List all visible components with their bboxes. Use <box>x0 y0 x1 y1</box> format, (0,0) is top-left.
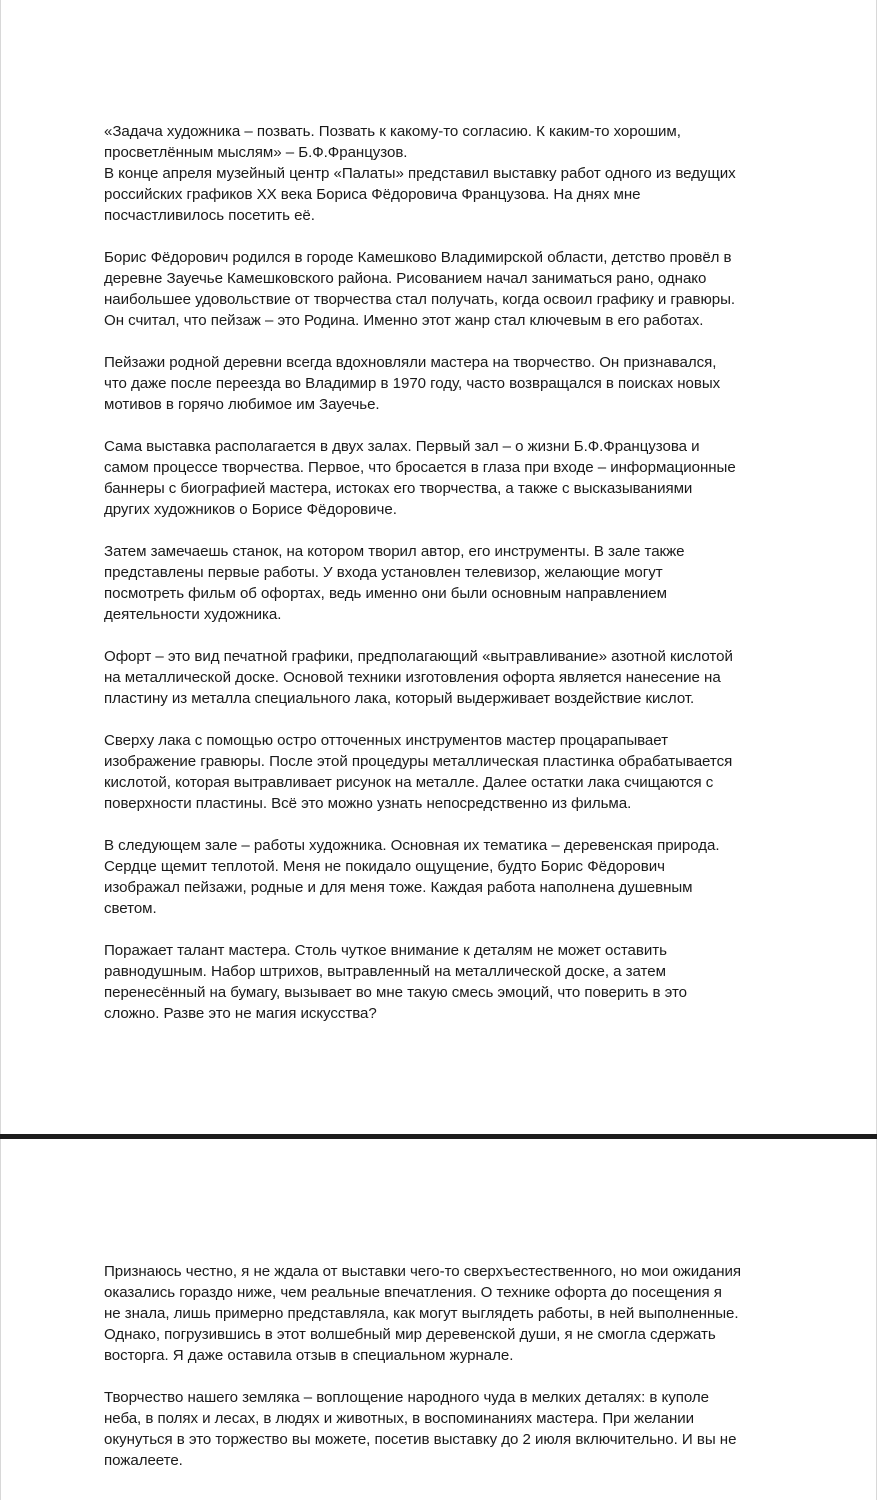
text-line: Сверху лака с помощью остро отточенных инструментов мастер процарапывает <box>104 732 668 749</box>
text-line: деятельности художника. <box>104 606 282 623</box>
page-2-body <box>104 1261 784 1471</box>
text-line: оказались гораздо ниже, чем реальные впечатления. О технике офорта до посещения я <box>104 1284 722 1301</box>
paragraph-etching-process <box>104 730 784 814</box>
text-line: Пейзажи родной деревни всегда вдохновляли мастера на творчество. Он признавался, <box>104 354 717 371</box>
text-line: Затем замечаешь станок, на котором творил автор, его инструменты. В зале также <box>104 543 685 560</box>
text-line: светом. <box>104 900 157 917</box>
text-line: Сердце щемит теплотой. Меня не покидало ощущение, будто Борис Фёдорович <box>104 858 665 875</box>
text-line: Поражает талант мастера. Столь чуткое внимание к деталям не может оставить <box>104 942 667 959</box>
text-line: неба, в полях и лесах, в людях и животных, в воспоминаниях мастера. При желании <box>104 1410 695 1427</box>
text-line: поверхности пластины. Всё это можно узнать непосредственно из фильма. <box>104 795 632 812</box>
text-line: Он считал, что пейзаж – это Родина. Именно этот жанр стал ключевым в его работах. <box>104 312 704 329</box>
document-page-2 <box>0 1139 877 1500</box>
text-line: перенесённый на бумагу, вызывает во мне такую смесь эмоций, что поверить в это <box>104 984 687 1001</box>
text-line: Творчество нашего земляка – воплощение народного чуда в мелких деталях: в куполе <box>104 1389 709 1406</box>
text-line: наибольшее удовольствие от творчества стал получать, когда освоил графику и гравюры. <box>104 291 736 308</box>
text-line: пластину из металла специального лака, который выдерживает воздействие кислот. <box>104 690 695 707</box>
page-1-body <box>104 121 784 1024</box>
paragraph-etching-definition <box>104 646 784 709</box>
text-line: сложно. Разве это не магия искусства? <box>104 1005 377 1022</box>
paragraph-biography <box>104 247 784 331</box>
paragraph-second-hall <box>104 835 784 919</box>
paragraph-conclusion <box>104 1387 784 1471</box>
text-line: «Задача художника – позвать. Позвать к какому-то согласию. К каким-то хорошим, <box>104 123 681 140</box>
text-line: просветлённым мыслям» – Б.Ф.Французов. <box>104 144 408 161</box>
text-line: изображение гравюры. После этой процедуры металлическая пластинка обрабатывается <box>104 753 733 770</box>
text-line: других художников о Борисе Фёдоровиче. <box>104 501 397 518</box>
text-line: Офорт – это вид печатной графики, предполагающий «вытравливание» азотной кислотой <box>104 648 733 665</box>
text-line: представлены первые работы. У входа установлен телевизор, желающие могут <box>104 564 663 581</box>
text-line: самом процессе творчества. Первое, что бросается в глаза при входе – информационные <box>104 459 736 476</box>
paragraph-impressions <box>104 1261 784 1366</box>
text-line: равнодушным. Набор штрихов, вытравленный на металлической доске, а затем <box>104 963 666 980</box>
text-line: Признаюсь честно, я не ждала от выставки чего-то сверхъестественного, но мои ожидания <box>104 1263 741 1280</box>
text-line: мотивов в горячо любимое им Зауечье. <box>104 396 380 413</box>
text-line: окунуться в это торжество вы можете, посетив выставку до 2 июля включительно. И вы не <box>104 1431 737 1448</box>
paragraph-landscapes <box>104 352 784 415</box>
text-line: на металлической доске. Основой техники изготовления офорта является нанесение на <box>104 669 721 686</box>
text-line: Сама выставка располагается в двух залах. Первый зал – о жизни Б.Ф.Французова и <box>104 438 700 455</box>
text-line: деревне Зауечье Камешковского района. Рисованием начал заниматься рано, однако <box>104 270 707 287</box>
text-line: пожалеете. <box>104 1452 183 1469</box>
text-line: Борис Фёдорович родился в городе Камешково Владимирской области, детство провёл в <box>104 249 732 266</box>
text-line: кислотой, которая вытравливает рисунок на металле. Далее остатки лака счищаются с <box>104 774 714 791</box>
text-line: В конце апреля музейный центр «Палаты» представил выставку работ одного из ведущих <box>104 165 736 182</box>
text-line: изображал пейзажи, родные и для меня тоже. Каждая работа наполнена душевным <box>104 879 693 896</box>
paragraph-first-hall <box>104 541 784 625</box>
text-line: В следующем зале – работы художника. Основная их тематика – деревенская природа. <box>104 837 720 854</box>
paragraph-halls <box>104 436 784 520</box>
text-line: баннеры с биографией мастера, истоках его творчества, а также с высказываниями <box>104 480 693 497</box>
text-line: посмотреть фильм об офортах, ведь именно они были основным направлением <box>104 585 667 602</box>
paragraph-intro <box>104 121 784 226</box>
text-line: что даже после переезда во Владимир в 1970 году, часто возвращался в поисках новых <box>104 375 721 392</box>
paragraph-talent <box>104 940 784 1024</box>
text-line: Однако, погрузившись в этот волшебный мир деревенской души, я не смогла сдержать <box>104 1326 716 1343</box>
text-line: не знала, лишь примерно представляла, как могут выглядеть работы, в ней выполненные. <box>104 1305 739 1322</box>
text-line: посчастливилось посетить её. <box>104 207 315 224</box>
text-line: российских графиков XX века Бориса Фёдоровича Французова. На днях мне <box>104 186 641 203</box>
text-line: восторга. Я даже оставила отзыв в специальном журнале. <box>104 1347 514 1364</box>
